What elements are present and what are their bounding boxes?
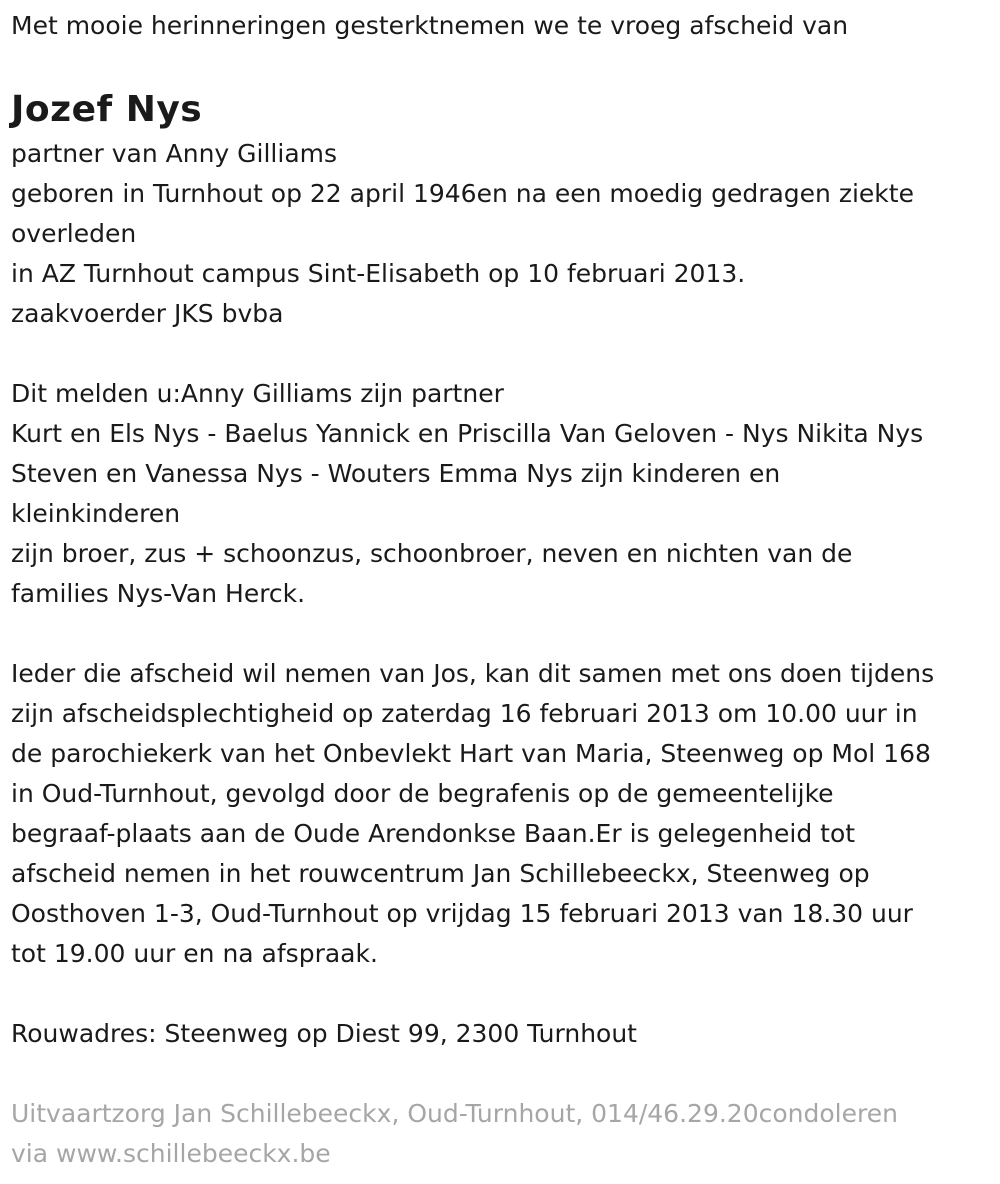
ceremony-line: de parochiekerk van het Onbevlekt Hart van Maria, Steenweg op Mol 168 <box>11 739 931 768</box>
details-line: geboren in Turnhout op 22 april 1946en na een moedig gedragen ziekte <box>11 179 914 208</box>
family-line: zijn broer, zus + schoonzus, schoonbroer, neven en nichten van de <box>11 539 853 568</box>
family-line: Dit melden u:Anny Gilliams zijn partner <box>11 379 504 408</box>
footer-line: via www.schillebeeckx.be <box>11 1139 331 1168</box>
details-line: partner van Anny Gilliams <box>11 139 338 168</box>
family-line: Steven en Vanessa Nys - Wouters Emma Nys zijn kinderen en <box>11 459 781 488</box>
family-line: Kurt en Els Nys - Baelus Yannick en Priscilla Van Geloven - Nys Nikita Nys <box>11 419 924 448</box>
details-section <box>11 134 991 334</box>
ceremony-line: begraaf-plaats aan de Oude Arendonkse Baan.Er is gelegenheid tot <box>11 819 856 848</box>
ceremony-line: in Oud-Turnhout, gevolgd door de begrafenis op de gemeentelijke <box>11 779 834 808</box>
family-line: families Nys-Van Herck. <box>11 579 306 608</box>
ceremony-line: tot 19.00 uur en na afspraak. <box>11 939 378 968</box>
intro-text: Met mooie herinneringen gesterktnemen we te vroeg afscheid van <box>11 11 849 40</box>
details-line: in AZ Turnhout campus Sint-Elisabeth op 10 februari 2013. <box>11 259 746 288</box>
details-line: zaakvoerder JKS bvba <box>11 299 284 328</box>
ceremony-line: zijn afscheidsplechtigheid op zaterdag 16 februari 2013 om 10.00 uur in <box>11 699 918 728</box>
details-line: overleden <box>11 219 137 248</box>
ceremony-section <box>11 654 991 974</box>
mourning-address: Rouwadres: Steenweg op Diest 99, 2300 Turnhout <box>11 1019 637 1048</box>
obituary-notice <box>11 6 991 1174</box>
ceremony-line: afscheid nemen in het rouwcentrum Jan Schillebeeckx, Steenweg op <box>11 859 870 888</box>
footer-section <box>11 1094 991 1174</box>
family-section <box>11 374 991 614</box>
footer-line: Uitvaartzorg Jan Schillebeeckx, Oud-Turnhout, 014/46.29.20condoleren <box>11 1099 898 1128</box>
address-section <box>11 1014 991 1054</box>
ceremony-line: Oosthoven 1-3, Oud-Turnhout op vrijdag 15 februari 2013 van 18.30 uur <box>11 899 913 928</box>
ceremony-line: Ieder die afscheid wil nemen van Jos, kan dit samen met ons doen tijdens <box>11 659 935 688</box>
family-line: kleinkinderen <box>11 499 181 528</box>
deceased-name: Jozef Nys <box>11 89 203 130</box>
